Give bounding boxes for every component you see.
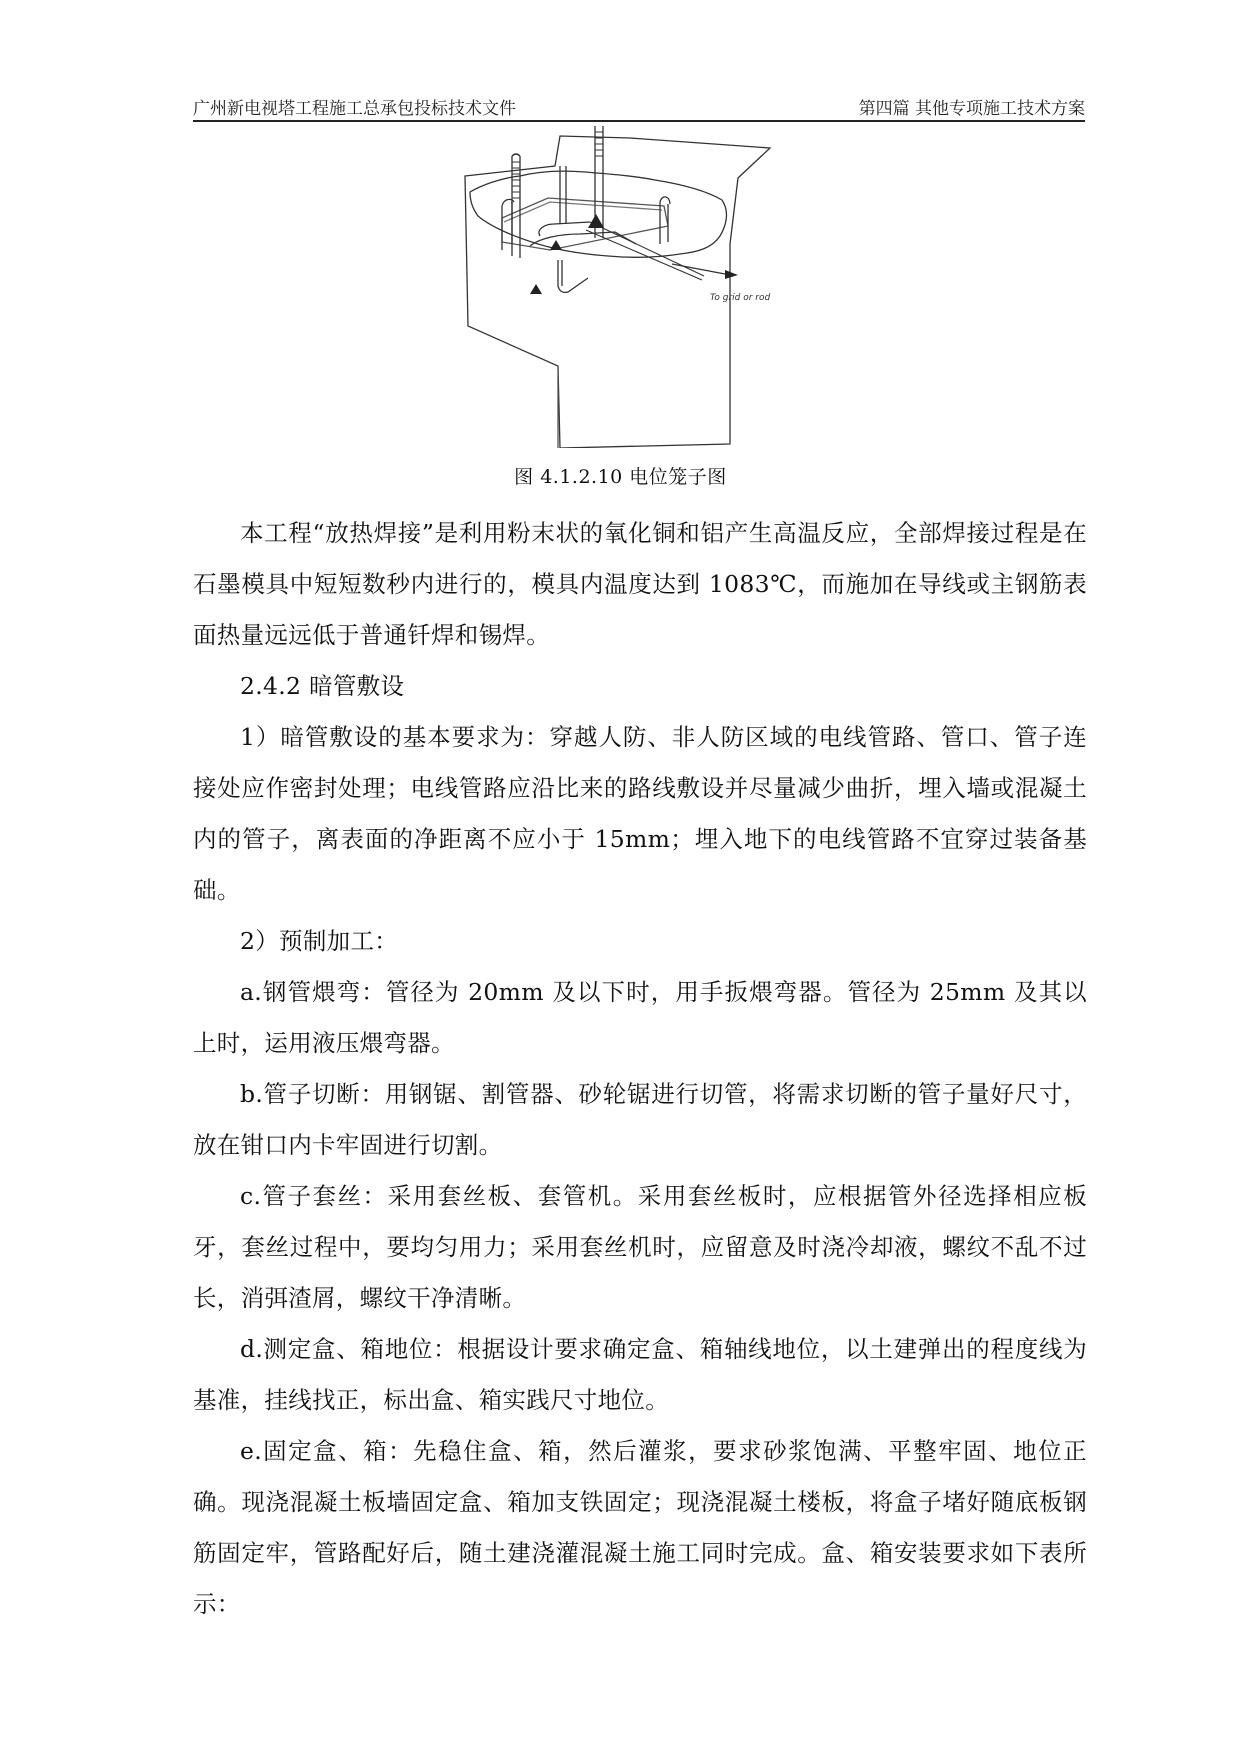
paragraph: 2）预制加工： bbox=[240, 927, 399, 955]
section-heading: 2.4.2 暗管敷设 bbox=[240, 672, 405, 700]
header-section-title: 第四篇 其他专项施工技术方案 bbox=[858, 99, 1085, 119]
body-text bbox=[193, 508, 1087, 1630]
header-rule bbox=[193, 120, 1085, 122]
paragraph: a.钢管煨弯：管径为 20mm 及以下时，用手扳煨弯器。管径为 25mm 及其以上时，运用液压煨弯器。 bbox=[193, 978, 1087, 1057]
paragraph: 1）暗管敷设的基本要求为：穿越人防、非人防区域的电线管路、管口、管子连接处应作密封处理；电线管路应沿比来的路线敷设并尽量减少曲折，埋入墙或混凝土内的管子，离表面的净距离不应小于 15mm；埋入地下的电线管路不宜穿过装备基础。 bbox=[193, 723, 1087, 904]
paragraph: e.固定盒、箱：先稳住盒、箱，然后灌浆，要求砂浆饱满、平整牢固、地位正确。现浇混凝土板墙固定盒、箱加支铁固定；现浇混凝土楼板，将盒子堵好随底板钢筋固定牢，管路配好后，随土建浇灌混凝土施工同时完成。盒、箱安装要求如下表所示： bbox=[193, 1437, 1087, 1618]
figure-caption: 图 4.1.2.10 电位笼子图 bbox=[514, 466, 727, 488]
page-header bbox=[193, 94, 1085, 120]
header-document-title: 广州新电视塔工程施工总承包投标技术文件 bbox=[193, 99, 516, 119]
paragraph: 本工程“放热焊接”是利用粉末状的氧化铜和铝产生高温反应，全部焊接过程是在石墨模具中短短数秒内进行的，模具内温度达到 1083℃，而施加在导线或主钢筋表面热量远远低于普通钎焊和锡焊。 bbox=[193, 519, 1087, 649]
potential-cage-figure bbox=[440, 126, 880, 448]
arrow-label: To grid or rod bbox=[710, 293, 771, 303]
paragraph: d.测定盒、箱地位：根据设计要求确定盒、箱轴线地位，以土建弹出的程度线为基准，挂线找正，标出盒、箱实践尺寸地位。 bbox=[193, 1335, 1087, 1414]
paragraph: b.管子切断：用钢锯、割管器、砂轮锯进行切管，将需求切断的管子量好尺寸，放在钳口内卡牢固进行切割。 bbox=[193, 1080, 1087, 1159]
paragraph: c.管子套丝：采用套丝板、套管机。采用套丝板时，应根据管外径选择相应板牙，套丝过程中，要均匀用力；采用套丝机时，应留意及时浇冷却液，螺纹不乱不过长，消弭渣屑，螺纹干净清晰。 bbox=[193, 1182, 1087, 1312]
